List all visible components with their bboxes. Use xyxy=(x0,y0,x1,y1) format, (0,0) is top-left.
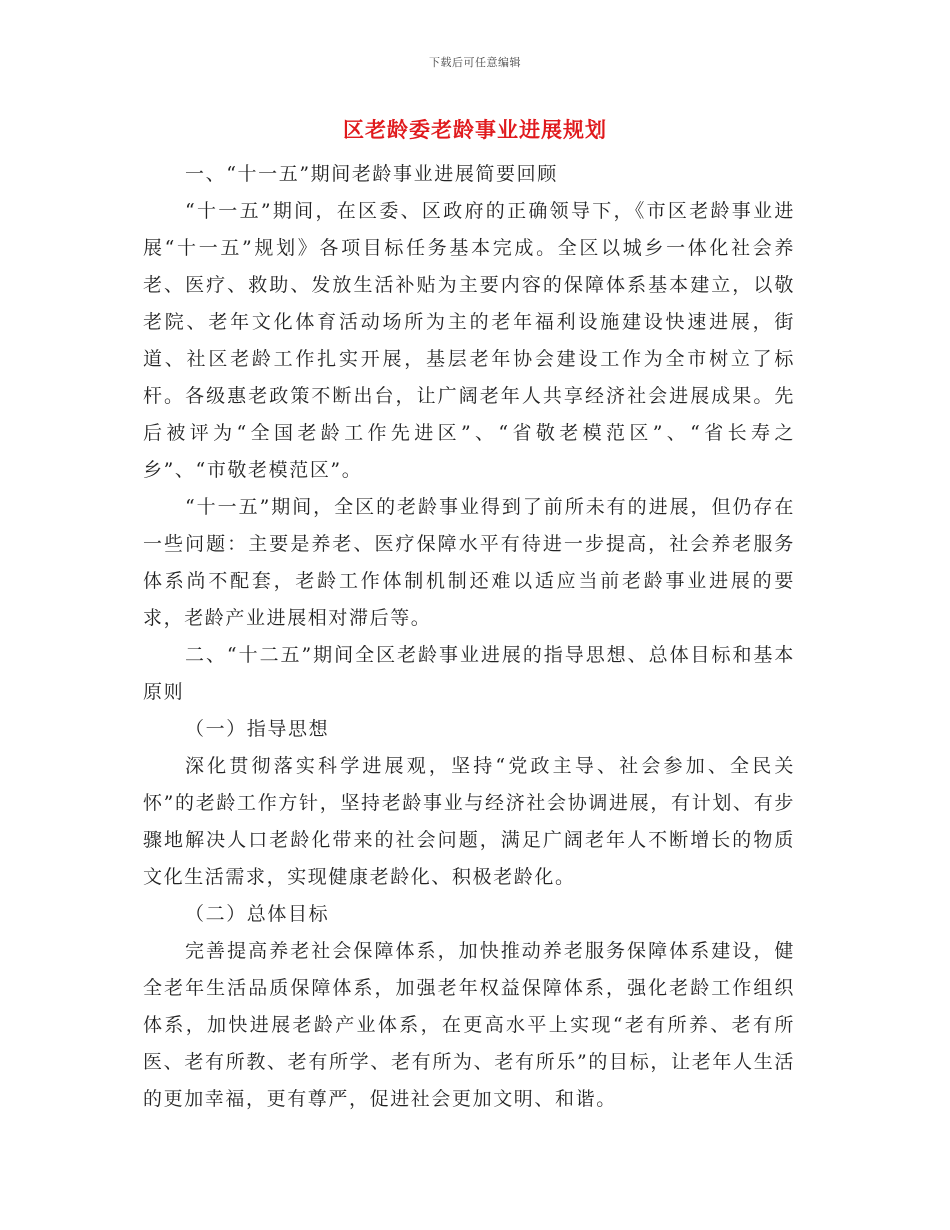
paragraph-review: “十一五”期间，在区委、区政府的正确领导下，《市区老龄事业进展“十一五”规划》各项目标任务基本完成。全区以城乡一体化社会养老、医疗、救助、发放生活补贴为主要内容的保障体系基本建立，以敬老院、老年文化体育活动场所为主的老年福利设施建设快速进展，街道、社区老龄工作扎实开展，基层老年协会建设工作为全市树立了标杆。各级惠老政策不断出台，让广阔老年人共享经济社会进展成果。先后被评为“全国老龄工作先进区”、“省敬老模范区”、“省长寿之乡”、“市敬老模范区”。 xyxy=(143,200,795,481)
document-body xyxy=(143,156,795,1118)
page-header-note: 下载后可任意编辑 xyxy=(429,56,521,69)
paragraph-overall-goals: 完善提高养老社会保障体系，加快推动养老服务保障体系建设，健全老年生活品质保障体系，加强老年权益保障体系，强化老龄工作组织体系，加快进展老龄产业体系，在更高水平上实现“老有所养、老有所医、老有所教、老有所学、老有所为、老有所乐”的目标，让老年人生活的更加幸福，更有尊严，促进社会更加文明、和谐。 xyxy=(143,940,795,1110)
subsection-heading-1: （一）指导思想 xyxy=(185,718,330,740)
section-heading-1: 一、“十一五”期间老龄事业进展简要回顾 xyxy=(185,163,558,185)
paragraph-guiding-thought: 深化贯彻落实科学进展观，坚持“党政主导、社会参加、全民关怀”的老龄工作方针，坚持老龄事业与经济社会协调进展，有计划、有步骤地解决人口老龄化带来的社会问题，满足广阔老年人不断增长的物质文化生活需求，实现健康老龄化、积极老龄化。 xyxy=(143,755,795,888)
subsection-heading-2: （二）总体目标 xyxy=(185,903,330,925)
document-title: 区老龄委老龄事业进展规划 xyxy=(343,118,607,142)
paragraph-problems: “十一五”期间，全区的老龄事业得到了前所未有的进展，但仍存在一些问题：主要是养老、医疗保障水平有待进一步提高，社会养老服务体系尚不配套，老龄工作体制机制还难以适应当前老龄事业进展的要求，老龄产业进展相对滞后等。 xyxy=(143,496,795,629)
section-heading-2: 二、“十二五”期间全区老龄事业进展的指导思想、总体目标和基本原则 xyxy=(143,644,795,703)
